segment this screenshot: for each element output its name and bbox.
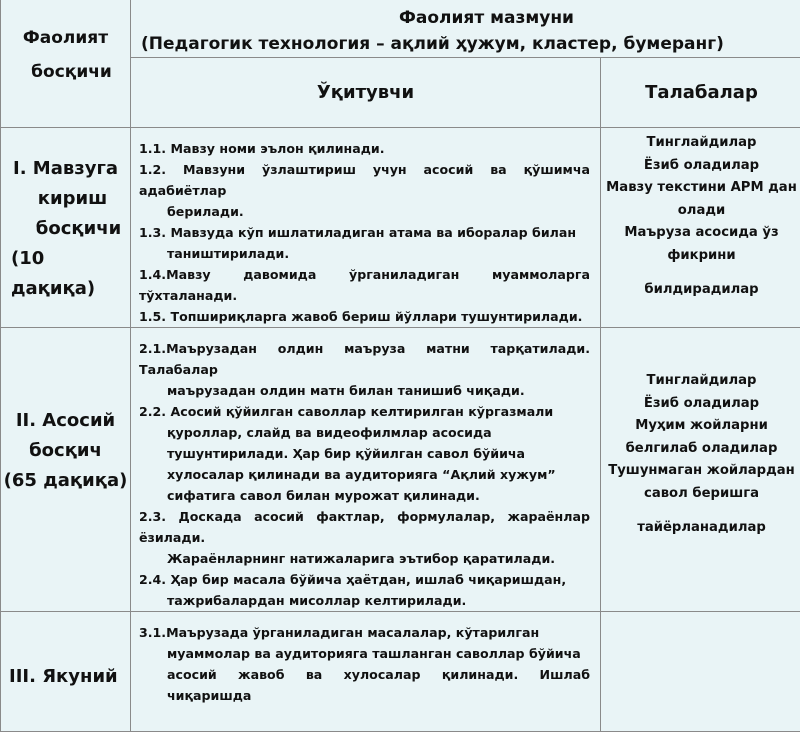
- stage-name-line: босқич: [1, 436, 130, 466]
- teacher-step-continuation: таништирилади.: [139, 243, 590, 264]
- teacher-step-continuation: хулосалар қилинади ва аудиторияга “Ақлий хужум”: [139, 464, 590, 485]
- teacher-step-continuation: сифатига савол билан мурожат қилинади.: [139, 485, 590, 506]
- stage-name: [1, 328, 131, 612]
- student-activity-line: Тинглайдилар: [601, 132, 800, 155]
- teacher-step-text: 2.2. Асосий қўйилган саволлар келтирилган кўргазмали: [139, 401, 590, 422]
- header-row-top: [1, 0, 800, 58]
- student-activity-line: фикрини: [601, 245, 800, 268]
- teacher-step-continuation: тажрибалардан мисоллар келтирилади.: [139, 590, 590, 611]
- stage-name-line: II. Асосий: [1, 406, 130, 436]
- stage-row: [1, 128, 800, 328]
- teacher-step-continuation: маърузадан олдин матн билан танишиб чиқади.: [139, 380, 590, 401]
- student-activity-line: олади: [601, 200, 800, 223]
- teacher-header: Ўқитувчи: [131, 58, 601, 128]
- stage-row: [1, 612, 800, 732]
- stage-name-line: I. Мавзуга: [1, 154, 130, 184]
- student-activities: [601, 612, 800, 732]
- student-activity-line: билдирадилар: [601, 279, 800, 302]
- teacher-step: [139, 264, 590, 306]
- teacher-step-continuation: тушунтирилади. Ҳар бир қўйилган савол бўйича: [139, 443, 590, 464]
- stage-row: [1, 328, 800, 612]
- student-activity-line: Ёзиб оладилар: [601, 155, 800, 178]
- teacher-step: [139, 306, 590, 327]
- stage-column-header: [1, 0, 131, 128]
- stage-name-line: III. Якуний: [9, 662, 130, 692]
- student-activity-line: Маъруза асосида ўз: [601, 222, 800, 245]
- teacher-step: [139, 338, 590, 401]
- teacher-step-text: 1.3. Мавзуда кўп ишлатиладиган атама ва иборалар билан: [139, 222, 590, 243]
- stage-column-header-line: босқичи: [1, 55, 130, 89]
- teacher-step-continuation: қуроллар, слайд ва видеофилмлар асосида: [139, 422, 590, 443]
- student-activities: [601, 128, 800, 328]
- content-subtitle: (Педагогик технология – ақлий ҳужум, кластер, бумеранг): [131, 31, 800, 57]
- teacher-step-text: 1.1. Мавзу номи эълон қилинади.: [139, 138, 590, 159]
- teacher-step-text: 1.5. Топшириқларга жавоб бериш йўллари тушунтирилади.: [139, 306, 590, 327]
- teacher-step-text: 1.2. Мавзуни ўзлаштириш учун асосий ва қўшимча адабиётлар: [139, 159, 590, 201]
- students-header: Талабалар: [601, 58, 800, 128]
- teacher-steps: [131, 128, 601, 328]
- teacher-step: [139, 222, 590, 264]
- teacher-step: [139, 138, 590, 159]
- student-activity-line: тайёрланадилар: [601, 517, 800, 540]
- student-activity-line: белгилаб оладилар: [601, 438, 800, 461]
- teacher-step-continuation: Жараёнларнинг натижаларига эътибор қаратилади.: [139, 548, 590, 569]
- teacher-step-continuation: муаммолар ва аудиторияга ташланган саволлар бўйича: [139, 643, 590, 664]
- content-title: Фаолият мазмуни: [131, 0, 800, 31]
- teacher-step-text: 2.4. Ҳар бир масала бўйича ҳаётдан, ишлаб чиқаришдан,: [139, 569, 590, 590]
- stage-duration: (10 дақиқа): [1, 244, 130, 304]
- teacher-step-text: 3.1.Маърузада ўрганиладиган масалалар, кўтарилган: [139, 622, 590, 643]
- student-activity-line: Мавзу текстини АРМ дан: [601, 177, 800, 200]
- teacher-step-text: 1.4.Мавзу давомида ўрганиладиган муаммоларга тўхталанади.: [139, 264, 590, 306]
- teacher-step-continuation: асосий жавоб ва хулосалар қилинади. Ишлаб чиқаришда: [139, 664, 590, 706]
- teacher-steps: [131, 612, 601, 732]
- stage-name: [1, 128, 131, 328]
- teacher-step: [139, 159, 590, 222]
- student-activity-line: Ёзиб оладилар: [601, 393, 800, 416]
- student-activity-line: савол беришга: [601, 483, 800, 506]
- teacher-steps: [131, 328, 601, 612]
- student-activities: [601, 328, 800, 612]
- stage-duration: (65 дақиқа): [1, 466, 130, 496]
- stage-name-line: босқичи: [1, 214, 130, 244]
- teacher-step-continuation: берилади.: [139, 201, 590, 222]
- student-activity-line: Тушунмаган жойлардан: [601, 460, 800, 483]
- student-activity-line: Тинглайдилар: [601, 370, 800, 393]
- teacher-step: [139, 569, 590, 611]
- content-column-header: [131, 0, 800, 58]
- stage-column-header-line: Фаолият: [1, 21, 130, 55]
- student-activity-line: Муҳим жойларни: [601, 415, 800, 438]
- teacher-step-text: 2.1.Маърузадан олдин маъруза матни тарқатилади. Талабалар: [139, 338, 590, 380]
- teacher-step: [139, 401, 590, 506]
- teacher-step: [139, 622, 590, 706]
- teacher-step-text: 2.3. Доскада асосий фактлар, формулалар, жараёнлар ёзилади.: [139, 506, 590, 548]
- stage-name: [1, 612, 131, 732]
- stage-name-line: кириш: [1, 184, 130, 214]
- teacher-step: [139, 506, 590, 569]
